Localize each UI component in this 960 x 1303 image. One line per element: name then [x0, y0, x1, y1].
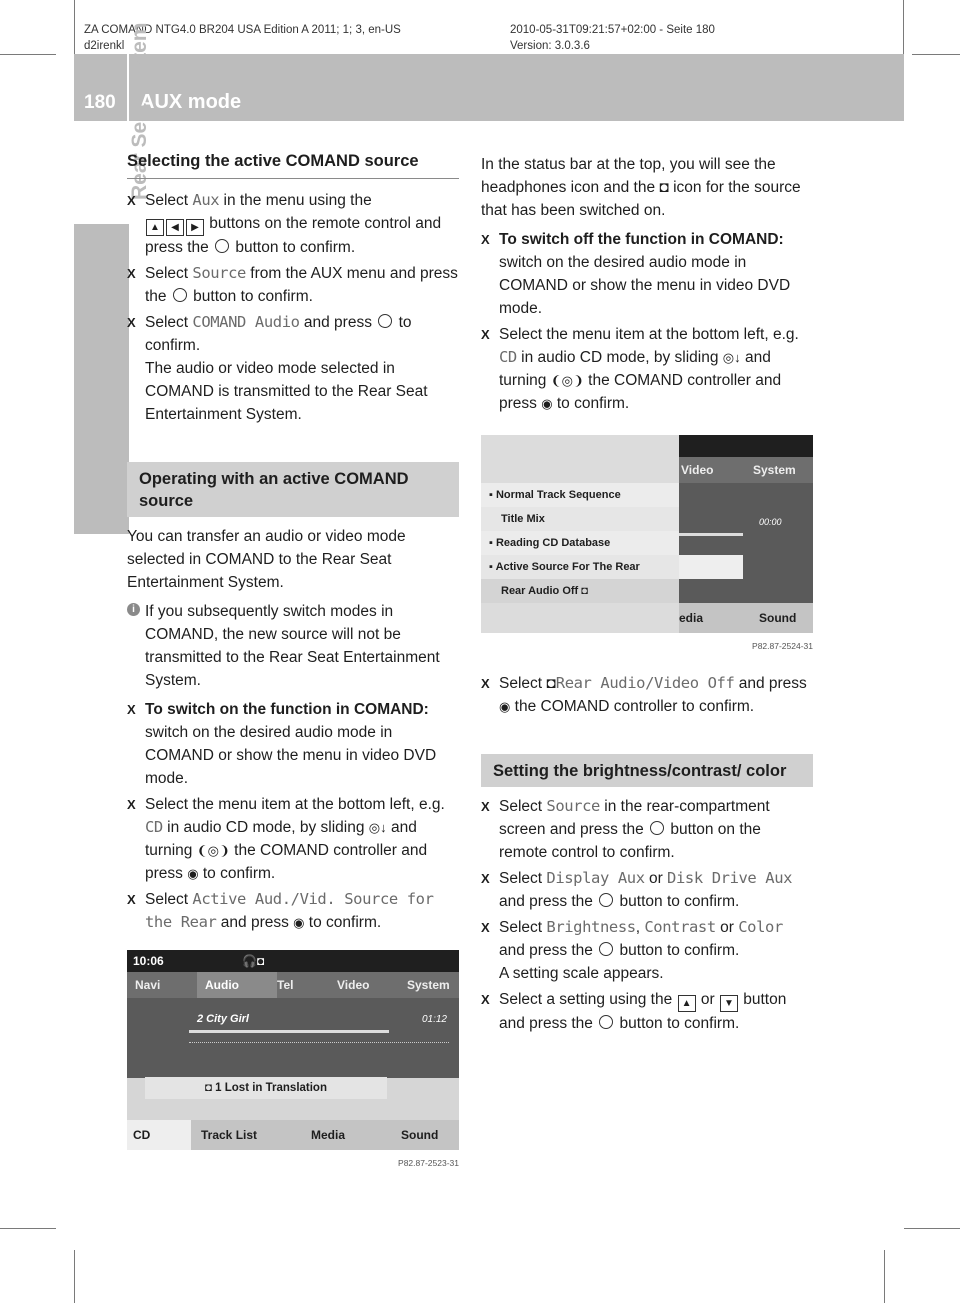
crop-mark [903, 0, 904, 56]
tab-tel[interactable]: Tel [277, 978, 294, 992]
step: X To switch off the function in COMAND: switch on the desired audio mode in COMAND or show the menu in video DVD mode. [481, 228, 813, 320]
step: X Select the menu item at the bottom left, e.g. CD in audio CD mode, by sliding ◎↓ and turning ❨◎❩ the COMAND controller and press ◉ to confirm. [127, 793, 459, 885]
crop-mark [884, 1250, 885, 1303]
paragraph: You can transfer an audio or video mode selected in COMAND to the Rear Seat Entertainment System. [127, 528, 406, 591]
rear-source-icon: ◘ [546, 675, 556, 692]
info-note: i If you subsequently switch modes in COMAND, the new source will not be transmitted to the Rear Seat Entertainment System. [127, 600, 459, 692]
press-controller-icon: ◉ [541, 396, 553, 411]
menu-item-reading-cd-database[interactable]: ▪ Reading CD Database [481, 531, 679, 555]
progress-bar [189, 1030, 389, 1033]
section-box-heading: Operating with an active COMAND source [127, 462, 459, 517]
side-tab-block [74, 224, 129, 534]
elapsed-time: 01:12 [421, 1014, 447, 1025]
ok-button-icon [173, 288, 187, 302]
elapsed-time: 00:00 [759, 517, 782, 527]
tick-scale [189, 1042, 449, 1051]
step: X Select ◘Rear Audio/Video Off and press ◉ the COMAND controller to confirm. [481, 672, 813, 718]
step: X Select a setting using the ▲ or ▼ button and press the button to confirm. [481, 988, 813, 1035]
crop-mark [912, 54, 960, 55]
blank-panel [679, 555, 743, 579]
tab-system[interactable]: System [753, 463, 796, 477]
page-number: 180 [84, 92, 116, 113]
rear-source-icon: ◘ [581, 585, 588, 597]
headphones-icon: 🎧◘ [242, 954, 265, 968]
step: X Select Display Aux or Disk Drive Aux and press the button to confirm. [481, 867, 813, 913]
page-title: AUX mode [140, 91, 242, 113]
tab-navi[interactable]: Navi [135, 978, 161, 992]
menu-item-active-source[interactable]: ▪ Active Source For The Rear [481, 555, 679, 579]
comand-screenshot-menu [481, 435, 813, 633]
menu-item-active-source[interactable]: ◘ 1 Lost in Translation [145, 1077, 387, 1099]
ok-button-icon [599, 893, 613, 907]
comand-screenshot-audio [127, 950, 459, 1150]
info-icon: i [127, 603, 140, 616]
menu-cd[interactable]: CD [127, 1120, 191, 1150]
tab-video[interactable]: Video [681, 463, 714, 477]
crop-mark [0, 1228, 56, 1229]
crop-mark [74, 0, 75, 56]
step: X Select Source from the AUX menu and press the button to confirm. [127, 262, 459, 308]
figure-code: P82.87-2524-31 [752, 641, 813, 651]
press-controller-icon: ◉ [293, 915, 305, 930]
progress-bar [679, 533, 743, 536]
tab-system[interactable]: System [407, 978, 450, 992]
menu-sound[interactable]: Sound [759, 611, 797, 625]
menu-media[interactable]: Media [311, 1128, 346, 1142]
menu-media[interactable]: edia [679, 611, 704, 625]
headphones-icon: ◘ [205, 1082, 216, 1094]
right-key-icon: ▶ [186, 219, 204, 236]
menu-item-normal-track-sequence[interactable]: ▪ Normal Track Sequence [481, 483, 679, 507]
section-box-heading: Setting the brightness/contrast/ color [481, 754, 813, 787]
rear-source-icon: ◘ [659, 179, 669, 196]
up-key-icon: ▲ [146, 219, 164, 236]
slide-controller-icon: ◎↓ [368, 820, 387, 835]
status-time: 10:06 [133, 954, 164, 968]
step: X Select Source in the rear-compartment screen and press the button on the remote control to confirm. [481, 795, 813, 864]
up-key-icon: ▲ [678, 995, 696, 1012]
crop-mark [74, 1250, 75, 1303]
ok-button-icon [599, 942, 613, 956]
turn-controller-icon: ❨◎❩ [196, 843, 230, 858]
section-heading: Selecting the active COMAND source [127, 150, 459, 179]
step: X Select COMAND Audio and press to confirm. The audio or video mode selected in COMAND is transmitted to the Rear Seat Entertainment System. [127, 311, 459, 426]
crop-mark [904, 1228, 960, 1229]
track-title: 2 City Girl [197, 1013, 249, 1025]
ok-button-icon [378, 314, 392, 328]
step: X Select Brightness, Contrast or Color and press the button to confirm. A setting scale appears. [481, 916, 813, 985]
step: X To switch on the function in COMAND: switch on the desired audio mode in COMAND or show the menu in video DVD mode. [127, 698, 459, 790]
left-column [127, 150, 459, 1175]
down-key-icon: ▼ [720, 995, 738, 1012]
paragraph: In the status bar at the top, you will see the headphones icon and the ◘ icon for the source that has been switched on. [481, 156, 801, 219]
press-controller-icon: ◉ [187, 866, 199, 881]
crop-mark [0, 54, 56, 55]
ok-button-icon [599, 1015, 613, 1029]
slide-controller-icon: ◎↓ [722, 350, 741, 365]
left-key-icon: ◀ [166, 219, 184, 236]
figure-code: P82.87-2523-31 [398, 1158, 459, 1168]
tab-video[interactable]: Video [337, 978, 370, 992]
menu-item-title-mix[interactable]: Title Mix [481, 507, 679, 531]
step: X Select Active Aud./Vid. Source for the Rear and press ◉ to confirm. [127, 888, 459, 934]
tab-audio[interactable]: Audio [197, 972, 277, 998]
side-title: Rear Seat System [128, 22, 151, 200]
press-controller-icon: ◉ [499, 699, 511, 714]
step: X Select the menu item at the bottom left, e.g. CD in audio CD mode, by sliding ◎↓ and turning ❨◎❩ the COMAND controller and press ◉ to confirm. [481, 323, 813, 415]
print-meta-right: 2010-05-31T09:21:57+02:00 - Seite 180 Version: 3.0.3.6 [510, 24, 715, 52]
menu-item-rear-audio-off[interactable]: Rear Audio Off ◘ [481, 579, 679, 603]
print-meta-left: ZA COMAND NTG4.0 BR204 USA Edition A 2011; 1; 3, en-US d2irenkl [84, 24, 401, 52]
step: X Select Aux in the menu using the ▲ ◀ ▶ buttons on the remote control and press the button to confirm. [127, 189, 459, 259]
ok-button-icon [650, 821, 664, 835]
right-column [481, 153, 813, 1038]
menu-track-list[interactable]: Track List [201, 1128, 258, 1142]
turn-controller-icon: ❨◎❩ [550, 373, 584, 388]
header-band [74, 54, 904, 121]
menu-sound[interactable]: Sound [401, 1128, 439, 1142]
ok-button-icon [215, 239, 229, 253]
